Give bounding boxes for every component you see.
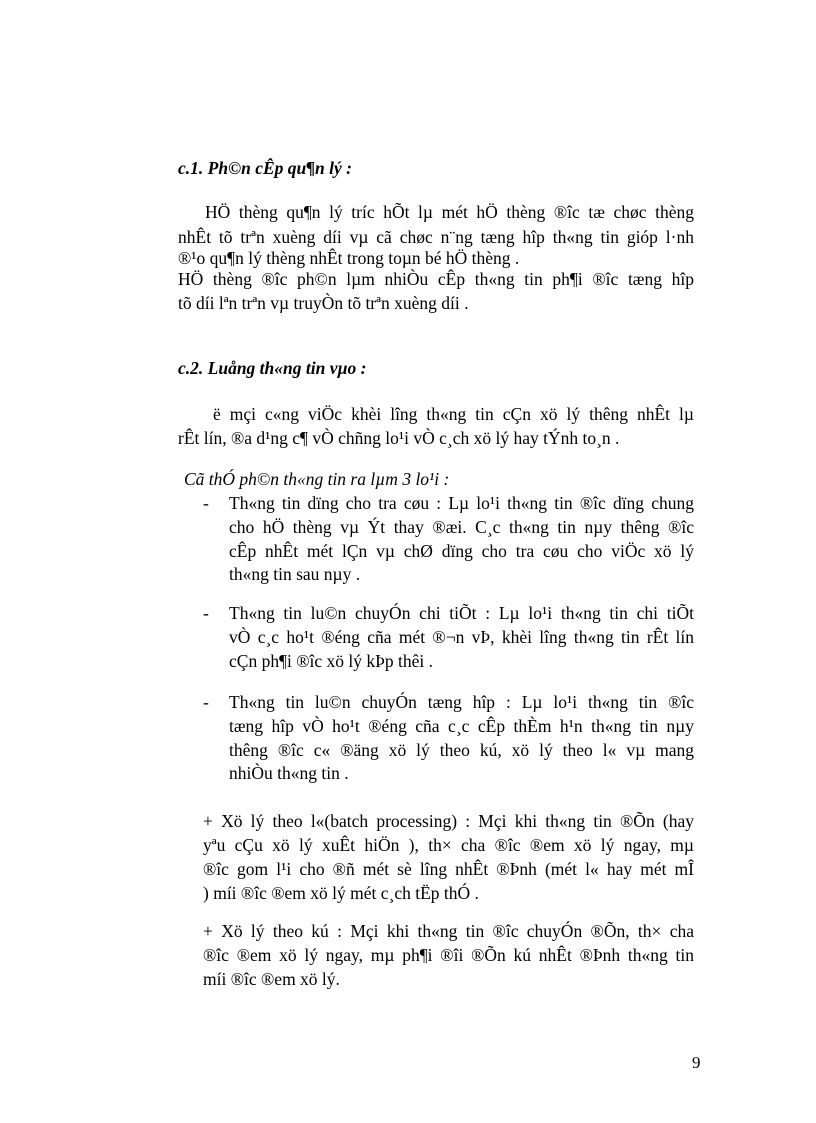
bullet-line: nhiÒu th«ng tin . — [229, 763, 349, 783]
bullet-line: Th«ng tin dïng cho tra cøu : Lµ lo¹i th«ng tin ®îc dïng chung — [229, 493, 694, 513]
bullet-dash: - — [203, 493, 209, 513]
paragraph-line: ®¹o qu¶n lý thèng nhÊt trong toµn bé hÖ thèng . — [178, 248, 520, 268]
bullet-dash: - — [203, 692, 209, 712]
periodic-line: míi ®îc ®em xö lý. — [203, 969, 340, 989]
bullet-line: Th«ng tin lu©n chuyÓn tæng hîp : Lµ lo¹i th«ng tin ®îc — [229, 692, 694, 712]
paragraph-line: HÖ thèng ®îc ph©n lµm nhiÒu cÊp th«ng tin ph¶i ®îc tæng hîp — [178, 269, 694, 289]
batch-line: ®îc gom l¹i cho ®ñ mét sè lîng nhÊt ®Þnh (mét l« hay mét mÎ — [203, 859, 694, 879]
batch-line: yªu cÇu xö lý xuÊt hiÖn ), th× cha ®îc ®em xö lý ngay, mµ — [203, 835, 694, 855]
page-number: 9 — [692, 1053, 701, 1072]
classification-intro: Cã thÓ ph©n th«ng tin ra lµm 3 lo¹i : — [184, 469, 450, 489]
bullet-line: cÇn ph¶i ®îc xö lý kÞp thêi . — [229, 651, 433, 671]
batch-line: + Xö lý theo l«(batch processing) : Mçi khi th«ng tin ®Õn (hay — [203, 811, 694, 831]
bullet-dash: - — [203, 603, 209, 623]
bullet-line: Th«ng tin lu©n chuyÓn chi tiÕt : Lµ lo¹i th«ng tin chi tiÕt — [229, 603, 694, 623]
section-heading-c1: c.1. Ph©n cÊp qu¶n lý : — [178, 158, 352, 178]
bullet-line: cho hÖ thèng vµ Ýt thay ®æi. C¸c th«ng tin nµy thêng ®îc — [229, 517, 694, 537]
paragraph-line: nhÊt tõ trªn xuèng díi vµ cã chøc n¨ng tæng hîp th«ng tin gióp l·nh — [178, 227, 694, 247]
bullet-line: tæng hîp vÒ ho¹t ®éng cña c¸c cÊp thÈm h¹n th«ng tin nµy — [229, 716, 694, 736]
paragraph-line: HÖ thèng qu¶n lý tríc hÕt lµ mét hÖ thèng ®îc tæ chøc thèng — [205, 202, 694, 222]
bullet-line: vÒ c¸c ho¹t ®éng cña mét ®¬n vÞ, khèi lîng th«ng tin rÊt lín — [229, 627, 694, 647]
bullet-line: cÊp nhÊt mét lÇn vµ chØ dïng cho tra cøu cho viÖc xö lý — [229, 541, 694, 561]
batch-line: ) míi ®îc ®em xö lý mét c¸ch tËp thÓ . — [203, 883, 479, 903]
periodic-line: ®îc ®em xö lý ngay, mµ ph¶i ®îi ®Õn kú nhÊt ®Þnh th«ng tin — [203, 945, 694, 965]
bullet-line: th«ng tin sau nµy . — [229, 564, 361, 584]
bullet-line: thêng ®îc c« ®äng xö lý theo kú, xö lý theo l« vµ mang — [229, 740, 694, 760]
paragraph-line: ë mçi c«ng viÖc khèi lîng th«ng tin cÇn xö lý thêng nhÊt lµ — [213, 404, 694, 424]
periodic-line: + Xö lý theo kú : Mçi khi th«ng tin ®îc chuyÓn ®Õn, th× cha — [203, 921, 694, 941]
paragraph-line: rÊt lín, ®a d¹ng c¶ vÒ chñng lo¹i vÒ c¸ch xö lý hay tÝnh to¸n . — [178, 428, 620, 448]
section-heading-c2: c.2. Luång th«ng tin vµo : — [178, 358, 367, 378]
paragraph-line: tõ díi lªn trªn vµ truyÒn tõ trªn xuèng díi . — [178, 293, 469, 313]
